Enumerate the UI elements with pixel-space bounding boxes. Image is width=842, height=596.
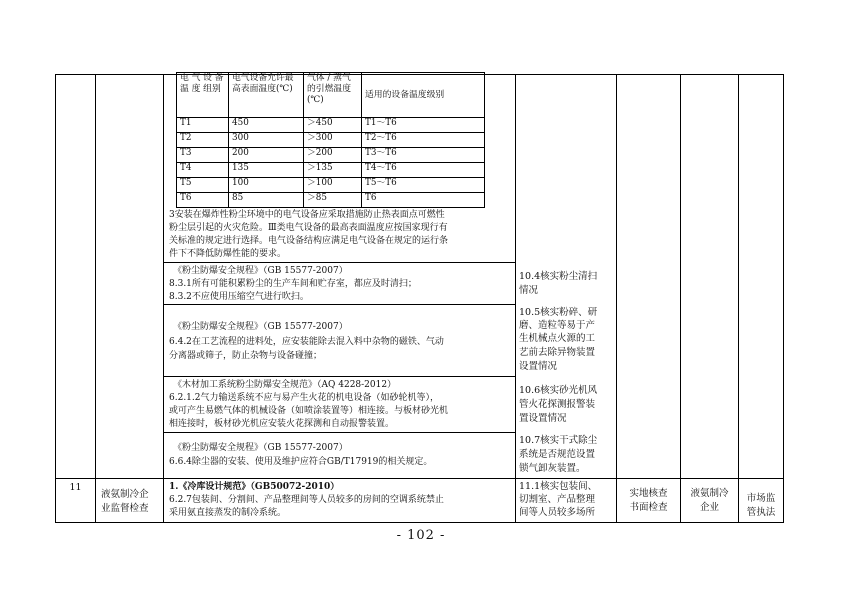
inspection-method: 实地核查: [629, 488, 668, 499]
regulation-line: 《粉尘防爆安全规程》（GB 15577-2007）: [173, 322, 348, 332]
check-item-line: 10.4核实粉尘清扫: [519, 271, 598, 282]
regulation-line: 6.2.7包装间、分割间、产品整理间等人员较多的房间的空调系统禁止: [169, 495, 444, 505]
check-item-line: 10.6核实砂光机风: [519, 385, 598, 396]
check-item-line: 生机械点火源的工: [519, 333, 596, 344]
check-item-line: 情况: [519, 285, 539, 296]
clause-3-line: 3安装在爆炸性粉尘环境中的电气设备应采取措施防止热表面点可燃性: [169, 210, 445, 220]
table-row: [177, 178, 485, 193]
table-row: [177, 148, 485, 163]
check-item-line: 11.1核实包装间、: [519, 481, 598, 492]
table-cell: 85: [229, 193, 304, 208]
inspection-object: 企业: [699, 502, 719, 513]
table-cell: T3: [177, 148, 229, 163]
clause-3-line: 粉尘层引起的火灾危险。Ⅲ类电气设备的最高表面温度应按国家现行有: [169, 223, 448, 233]
regulation-line: 6.4.2在工艺流程的进料处，应安装能除去混入料中杂物的磁铁、气动: [169, 337, 444, 347]
check-item-line: 置设置情况: [519, 413, 567, 424]
table-cell: 200: [229, 148, 304, 163]
table-header-row: [177, 73, 485, 118]
table-cell: T4～T6: [362, 163, 485, 178]
regulation-line: 《粉尘防爆安全规程》（GB 15577-2007）: [173, 443, 348, 453]
regulation-line: 6.2.1.2气力输送系统不应与易产生火花的机电设备（如砂轮机等），: [169, 393, 439, 403]
regulation-title: 1.《冷库设计规范》（GB50072-2010）: [169, 482, 340, 492]
table-cell: T2: [177, 133, 229, 148]
table-cell: T2～T6: [362, 133, 485, 148]
check-item-line: 磨、造粒等易于产: [519, 320, 596, 331]
regulation-line: 相连接时，板材砂光机应安装火花探测和自动报警装置。: [169, 419, 395, 429]
table-row: [177, 193, 485, 208]
check-item-line: 10.5核实粉碎、研: [519, 307, 598, 318]
regulation-line: 或可产生易燃气体的机械设备（如喷涂装置等）相连接。与板材砂光机: [169, 406, 449, 416]
check-item-line: 10.7核实干式除尘: [519, 435, 598, 446]
table-header-cell: 气体 / 蒸气的引燃温度(℃): [304, 73, 362, 118]
inspection-object: 液氨制冷: [690, 488, 729, 499]
table-cell: T6: [362, 193, 485, 208]
inspection-method: 书面检查: [629, 502, 668, 513]
grid-line: [55, 74, 56, 522]
table-cell: 135: [229, 163, 304, 178]
grid-line: [616, 74, 617, 522]
inspection-item: 业监督检查: [101, 503, 149, 514]
check-item-line: 管火花探测报警装: [519, 399, 596, 410]
inspection-item: 液氨制冷企: [101, 489, 149, 500]
table-cell: T6: [177, 193, 229, 208]
regulation-line: 6.6.4除尘器的安装、使用及维护应符合GB/T17919的相关规定。: [169, 457, 433, 467]
grid-line: [163, 432, 516, 433]
regulation-line: 8.3.2不应使用压缩空气进行吹扫。: [169, 292, 309, 302]
table-cell: T1: [177, 118, 229, 133]
grid-line: [163, 262, 516, 263]
regulation-line: 分离器或筛子，防止杂物与设备碰撞；: [169, 351, 323, 361]
table-cell: ＞100: [304, 178, 362, 193]
table-cell: T5～T6: [362, 178, 485, 193]
table-header-cell: 适用的设备温度级别: [362, 73, 485, 118]
table-header-cell: 电 气 设 备 温 度 组别: [177, 73, 229, 118]
table-cell: T3～T6: [362, 148, 485, 163]
grid-line: [95, 74, 96, 522]
table-cell: T1～T6: [362, 118, 485, 133]
table-cell: T4: [177, 163, 229, 178]
table-header-cell: 电气设备允许最高表面温度(℃): [229, 73, 304, 118]
grid-line: [783, 74, 784, 522]
table-row: [177, 118, 485, 133]
table-cell: ＞300: [304, 133, 362, 148]
grid-line: [55, 522, 784, 523]
check-item-line: 艺前去除异物装置: [519, 347, 596, 358]
table-row: [177, 133, 485, 148]
grid-line: [515, 74, 516, 522]
table-cell: T5: [177, 178, 229, 193]
grid-line: [163, 304, 516, 305]
page-number: - 102 -: [396, 528, 446, 543]
grid-line: [738, 74, 739, 522]
check-item-line: 系统是否规范设置: [519, 449, 596, 460]
table-cell: ＞200: [304, 148, 362, 163]
check-item-line: 设置情况: [519, 361, 558, 372]
regulation-line: 采用氨直接蒸发的制冷系统。: [169, 508, 287, 518]
table-cell: ＞85: [304, 193, 362, 208]
grid-line: [55, 478, 784, 479]
table-cell: ＞135: [304, 163, 362, 178]
check-item-line: 切割室、产品整理: [519, 494, 596, 505]
regulation-line: 《木材加工系统粉尘防爆安全规范》（AQ 4228-2012）: [173, 380, 397, 390]
grid-line: [163, 74, 164, 522]
row-number: 11: [69, 482, 82, 493]
grid-line: [163, 376, 516, 377]
clause-3-line: 件下不降低防爆性能的要求。: [169, 249, 287, 259]
grid-line: [680, 74, 681, 522]
clause-3-line: 关标准的规定进行选择。电气设备结构应满足电气设备在规定的运行条: [169, 236, 449, 246]
table-cell: 100: [229, 178, 304, 193]
table-cell: ＞450: [304, 118, 362, 133]
temperature-class-table: [176, 72, 485, 208]
responsible-department: 管执法: [746, 507, 776, 518]
table-cell: 300: [229, 133, 304, 148]
responsible-department: 市场监: [746, 493, 776, 504]
table-cell: 450: [229, 118, 304, 133]
regulation-line: 8.3.1所有可能积累粉尘的生产车间和贮存室，都应及时清扫；: [169, 279, 417, 289]
table-row: [177, 163, 485, 178]
check-item-line: 间等人员较多场所: [519, 507, 596, 518]
check-item-line: 锁气卸灰装置。: [519, 463, 586, 474]
regulation-line: 《粉尘防爆安全规程》（GB 15577-2007）: [173, 266, 348, 276]
